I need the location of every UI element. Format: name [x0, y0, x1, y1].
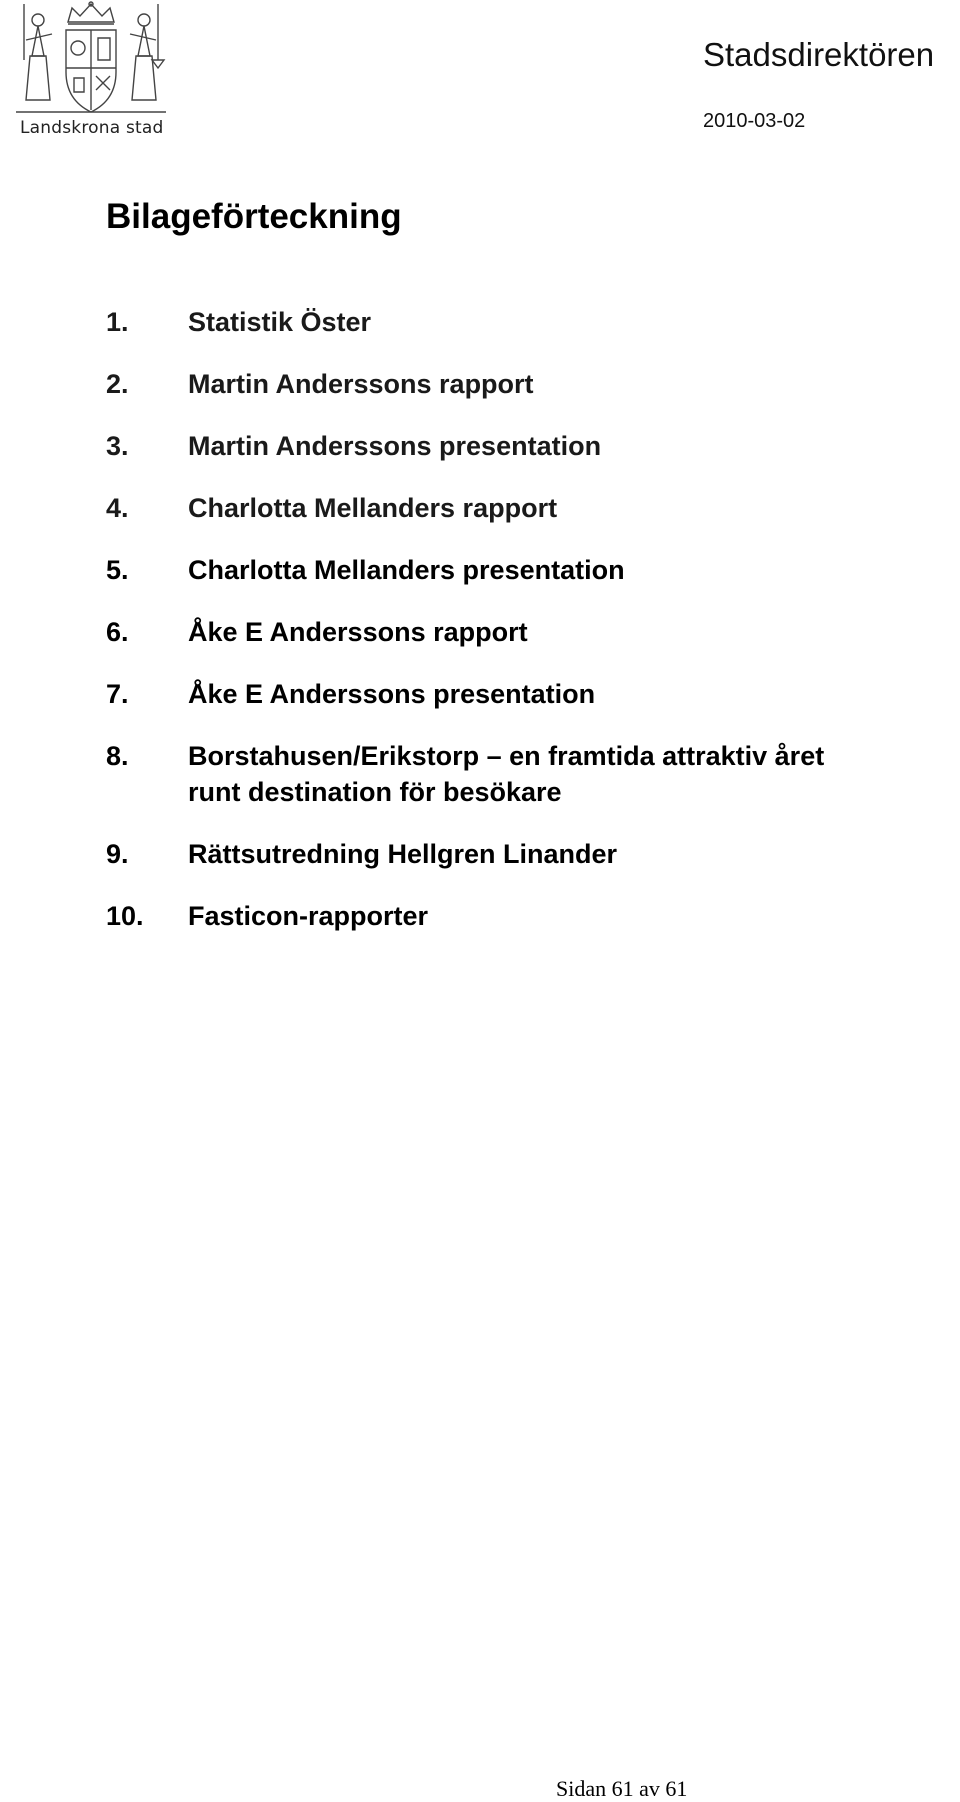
list-item-number: 10. — [106, 901, 144, 931]
list-item — [106, 490, 866, 526]
list-item — [106, 366, 866, 402]
list-item-number: 5. — [106, 555, 129, 585]
list-item-number: 7. — [106, 679, 129, 709]
list-item — [106, 676, 866, 712]
list-item-number: 1. — [106, 307, 129, 337]
page-number: Sidan 61 av 61 — [556, 1776, 688, 1801]
list-item — [106, 614, 866, 650]
list-item-label: Fasticon-rapporter — [188, 901, 429, 931]
list-item-number: 6. — [106, 617, 129, 647]
list-item-label: Martin Anderssons rapport — [188, 369, 534, 399]
list-item — [106, 836, 866, 872]
logo-text: Landskrona stad — [20, 118, 164, 138]
list-item-number: 2. — [106, 369, 129, 399]
list-item-label: Borstahusen/Erikstorp – en framtida attraktiv året runt destination för besökare — [188, 741, 825, 807]
coat-of-arms-icon — [12, 0, 170, 118]
list-item-label: Rättsutredning Hellgren Linander — [188, 839, 618, 869]
list-item-label: Charlotta Mellanders presentation — [188, 555, 625, 585]
list-item-number: 8. — [106, 741, 129, 771]
list-item-label: Charlotta Mellanders rapport — [188, 493, 558, 523]
attachment-list — [106, 304, 866, 960]
list-item — [106, 552, 866, 588]
list-item — [106, 738, 866, 810]
list-item — [106, 428, 866, 464]
list-item-number: 3. — [106, 431, 129, 461]
coat-of-arms-logo — [12, 0, 170, 142]
list-item-number: 9. — [106, 839, 129, 869]
document-date: 2010-03-02 — [703, 110, 806, 132]
list-item — [106, 898, 866, 934]
list-item-label: Statistik Öster — [188, 307, 372, 337]
page-title: Bilageförteckning — [106, 197, 402, 236]
department-name: Stadsdirektören — [703, 36, 935, 73]
list-item-label: Åke E Anderssons rapport — [188, 617, 528, 647]
list-item-label: Martin Anderssons presentation — [188, 431, 602, 461]
list-item-number: 4. — [106, 493, 129, 523]
list-item-label: Åke E Anderssons presentation — [188, 679, 596, 709]
list-item — [106, 304, 866, 340]
